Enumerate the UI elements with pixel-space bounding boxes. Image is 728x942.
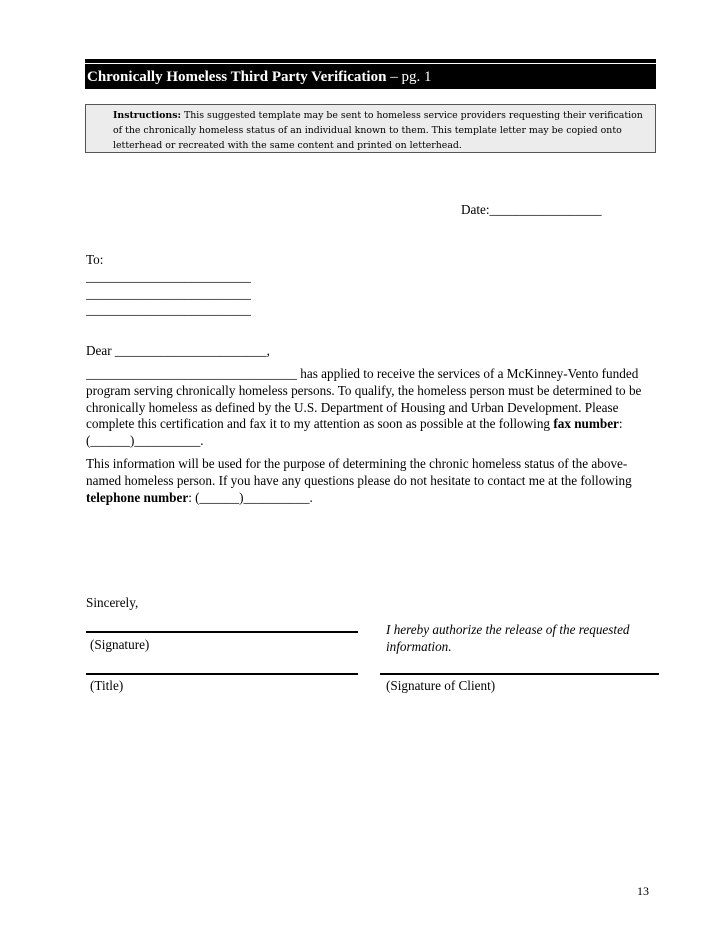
- fax-number-blank: : (______)__________.: [86, 416, 623, 449]
- paragraph-request: [86, 366, 660, 450]
- page-title: Chronically Homeless Third Party Verification: [87, 69, 387, 85]
- title-line: [86, 673, 358, 675]
- signature-label: (Signature): [90, 637, 150, 652]
- page-number: 13: [637, 884, 649, 898]
- page-title-suffix: – pg. 1: [386, 69, 432, 85]
- to-line: _________________________: [86, 285, 251, 301]
- client-signature-label: (Signature of Client): [386, 678, 496, 693]
- client-signature-line: [380, 673, 659, 675]
- instructions-label: Instructions:: [113, 110, 181, 121]
- fax-number-label: fax number: [553, 416, 619, 432]
- signature-line: [86, 631, 358, 633]
- recipient-block: [86, 252, 251, 319]
- paragraph-purpose-text: This information will be used for the purpose of determining the chronic homeless status of the above-named homeless person. If you have any questions please do not hesitate to contact me at the following: [86, 456, 632, 488]
- instructions-text: This suggested template may be sent to homeless service providers requesting their verification of the chronically homeless status of an individual known to them. This template letter may be copied onto letterhead or recreated with the same content and printed on letterhead.: [113, 110, 643, 151]
- title-bar: [85, 59, 656, 89]
- greeting: Dear _______________________,: [86, 343, 270, 358]
- to-line: _________________________: [86, 302, 251, 318]
- title-label: (Title): [90, 678, 124, 693]
- telephone-number-blank: : (______)__________.: [188, 489, 313, 505]
- closing: Sincerely,: [86, 595, 139, 610]
- instructions-box: [85, 104, 656, 153]
- paragraph-request-text: ________________________________ has applied to receive the services of a McKinney-Vento funded program serving chronically homeless persons. To qualify, the homeless person must be determined to be chronically homeless as defined by the U.S. Department of Housing and Urban Development. Please complete this certification and fax it to my attention as soon as possible at the following: [86, 366, 642, 432]
- telephone-number-label: telephone number: [86, 489, 189, 505]
- date-field: Date:_________________: [461, 202, 602, 217]
- authorization-statement: I hereby authorize the release of the requested information.: [386, 622, 630, 654]
- paragraph-purpose: [86, 456, 660, 506]
- to-label: To:: [86, 252, 104, 267]
- to-line: _________________________: [86, 268, 251, 284]
